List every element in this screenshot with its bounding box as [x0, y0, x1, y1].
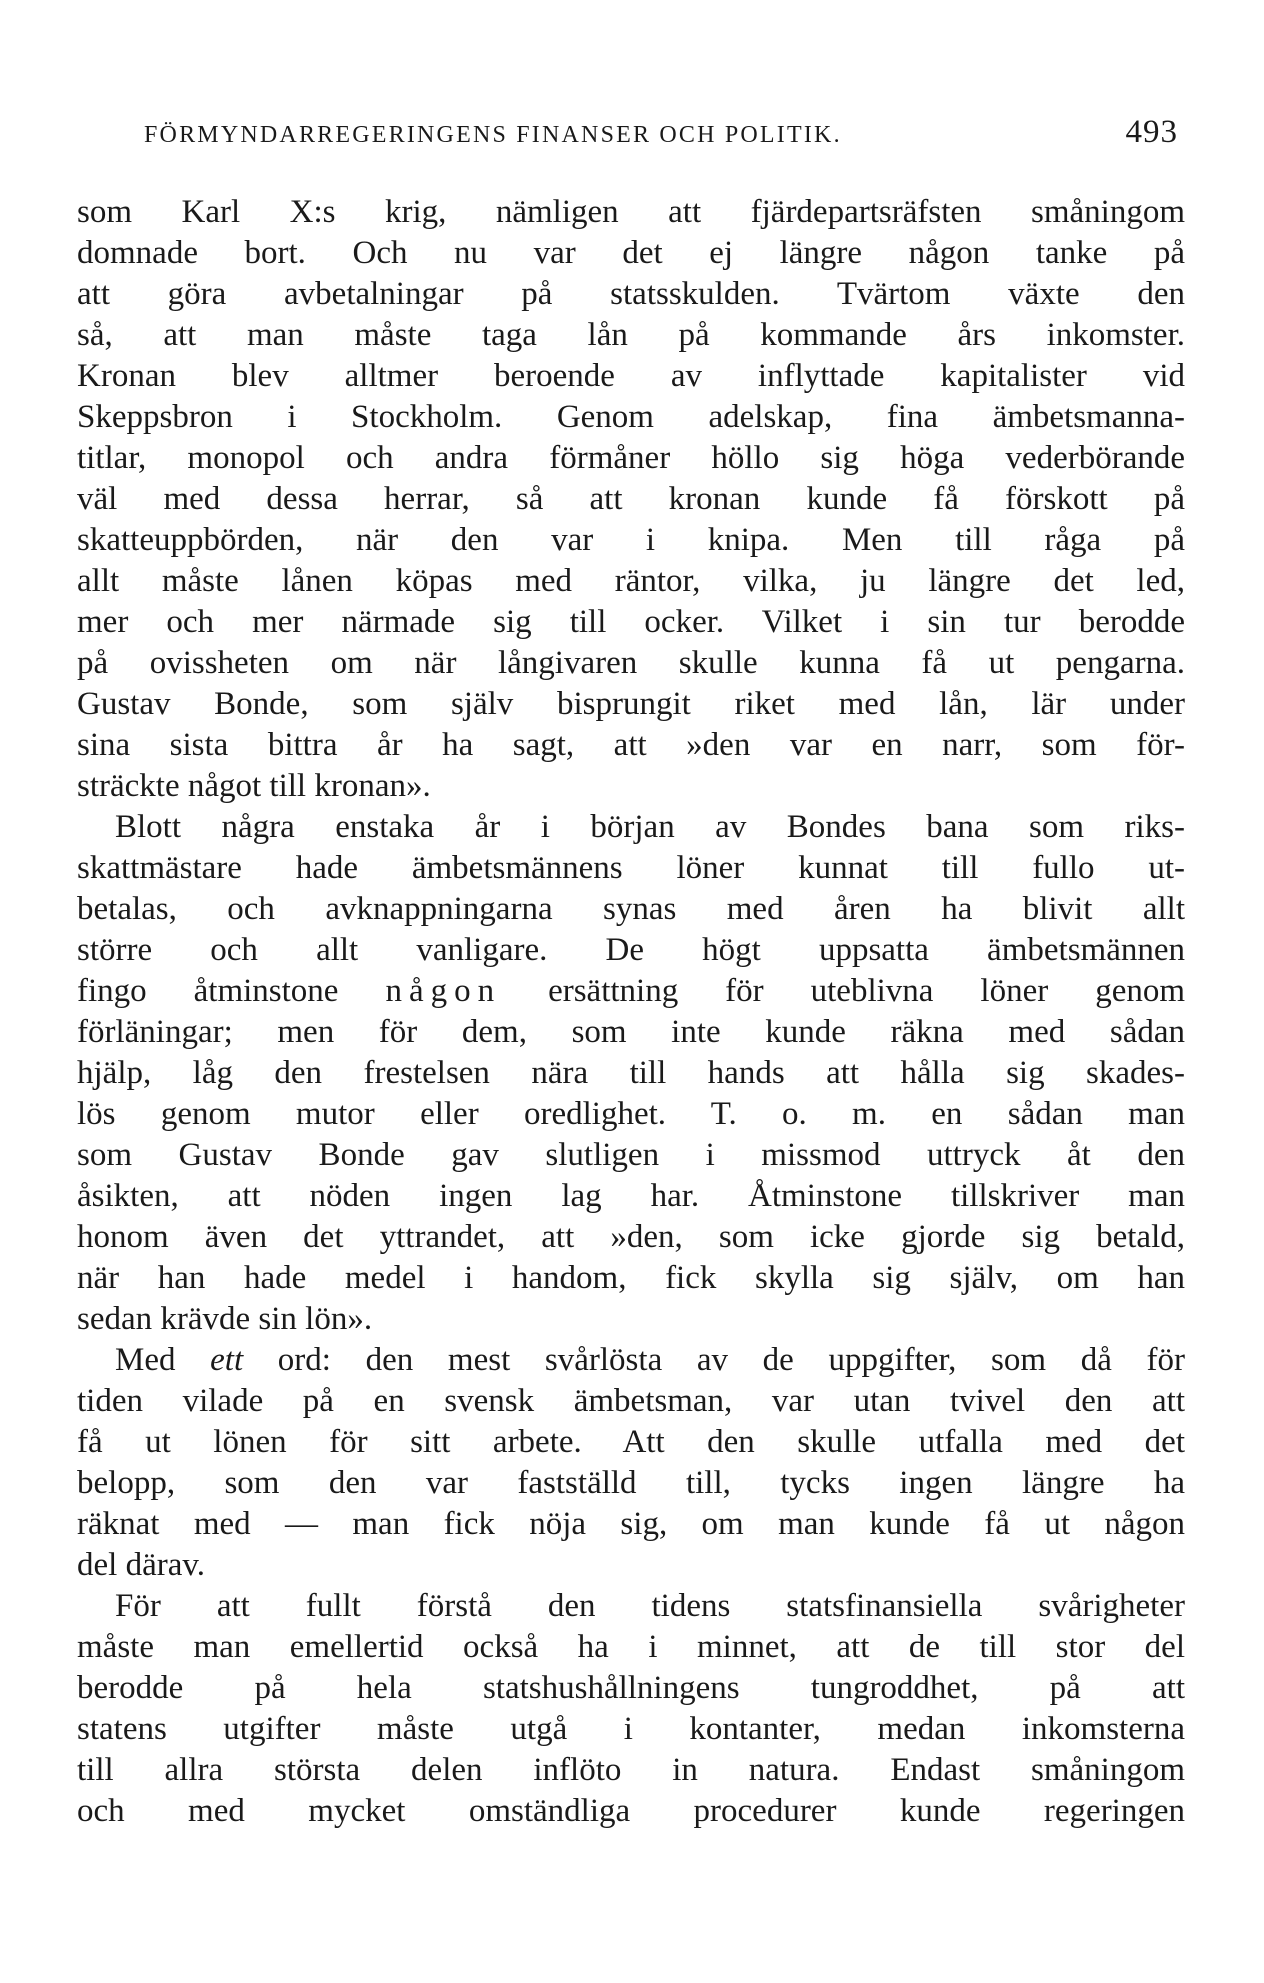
text-line: skatteuppbörden, när den var i knipa. Men till råga på — [77, 522, 1185, 558]
body-text — [77, 192, 1185, 1832]
text-segment: Med — [115, 1342, 211, 1378]
text-line: sträckte något till kronan». — [77, 768, 431, 804]
text-segment: ersättning för uteblivna löner genom — [501, 973, 1186, 1009]
emphasized-word: ett — [210, 1342, 244, 1378]
text-line: förläningar; men för dem, som inte kunde räkna med sådan — [77, 1014, 1185, 1050]
text-line: räknat med — man fick nöja sig, om man kunde få ut någon — [77, 1506, 1185, 1542]
text-line: att göra avbetalningar på statsskulden. Tvärtom växte den — [77, 276, 1185, 312]
text-line: mer och mer närmade sig till ocker. Vilket i sin tur berodde — [77, 604, 1185, 640]
text-line: som Karl X:s krig, nämligen att fjärdepartsräfsten småningom — [77, 194, 1185, 230]
text-line: domnade bort. Och nu var det ej längre någon tanke på — [77, 235, 1185, 271]
text-segment: ord: den mest svårlösta av de uppgifter, som då för — [243, 1342, 1185, 1378]
text-line — [77, 971, 1185, 1012]
text-line: skattmästare hade ämbetsmännens löner kunnat till fullo ut- — [77, 850, 1185, 886]
text-line: tiden vilade på en svensk ämbetsman, var utan tvivel den att — [77, 1383, 1185, 1419]
emphasized-word: någon — [385, 973, 502, 1009]
text-line: på ovissheten om när långivaren skulle kunna få ut pengarna. — [77, 645, 1185, 681]
text-line: och med mycket omständliga procedurer kunde regeringen — [77, 1793, 1185, 1829]
text-line: För att fullt förstå den tidens statsfinansiella svårigheter — [115, 1588, 1185, 1624]
text-line: titlar, monopol och andra förmåner höllo sig höga vederbörande — [77, 440, 1185, 476]
text-line: åsikten, att nöden ingen lag har. Åtminstone tillskriver man — [77, 1178, 1185, 1214]
text-line: betalas, och avknappningarna synas med åren ha blivit allt — [77, 891, 1185, 927]
text-line: sina sista bittra år ha sagt, att »den var en narr, som för- — [77, 727, 1185, 763]
text-line: Gustav Bonde, som själv bisprungit riket med lån, lär under — [77, 686, 1185, 722]
text-line: berodde på hela statshushållningens tungroddhet, på att — [77, 1670, 1185, 1706]
page-header — [120, 114, 1178, 154]
text-line: väl med dessa herrar, så att kronan kunde få förskott på — [77, 481, 1185, 517]
text-line: honom även det yttrandet, att »den, som icke gjorde sig betald, — [77, 1219, 1185, 1255]
running-head: FÖRMYNDARREGERINGENS FINANSER OCH POLITIK. — [144, 122, 842, 148]
text-line: Blott några enstaka år i början av Bondes bana som riks- — [115, 809, 1185, 845]
text-line: hjälp, låg den frestelsen nära till hands att hålla sig skades- — [77, 1055, 1185, 1091]
text-line: så, att man måste taga lån på kommande års inkomster. — [77, 317, 1185, 353]
text-line: allt måste lånen köpas med räntor, vilka, ju längre det led, — [77, 563, 1185, 599]
text-line: statens utgifter måste utgå i kontanter, medan inkomsterna — [77, 1711, 1185, 1747]
text-line: sedan krävde sin lön». — [77, 1301, 373, 1337]
text-line: del därav. — [77, 1547, 205, 1583]
text-line: när han hade medel i handom, fick skylla sig själv, om han — [77, 1260, 1185, 1296]
page-number: 493 — [1125, 114, 1178, 150]
text-line: Skeppsbron i Stockholm. Genom adelskap, fina ämbetsmanna- — [77, 399, 1185, 435]
text-line: få ut lönen för sitt arbete. Att den skulle utfalla med det — [77, 1424, 1185, 1460]
text-line: Kronan blev alltmer beroende av inflyttade kapitalister vid — [77, 358, 1185, 394]
text-segment: fingo åtminstone — [77, 973, 386, 1009]
text-line: som Gustav Bonde gav slutligen i missmod uttryck åt den — [77, 1137, 1185, 1173]
text-line: måste man emellertid också ha i minnet, att de till stor del — [77, 1629, 1185, 1665]
text-line: större och allt vanligare. De högt uppsatta ämbetsmännen — [77, 932, 1185, 968]
text-line — [77, 1340, 1185, 1381]
text-line: till allra största delen inflöto in natura. Endast småningom — [77, 1752, 1185, 1788]
text-line: lös genom mutor eller oredlighet. T. o. m. en sådan man — [77, 1096, 1185, 1132]
text-line: belopp, som den var fastställd till, tycks ingen längre ha — [77, 1465, 1185, 1501]
